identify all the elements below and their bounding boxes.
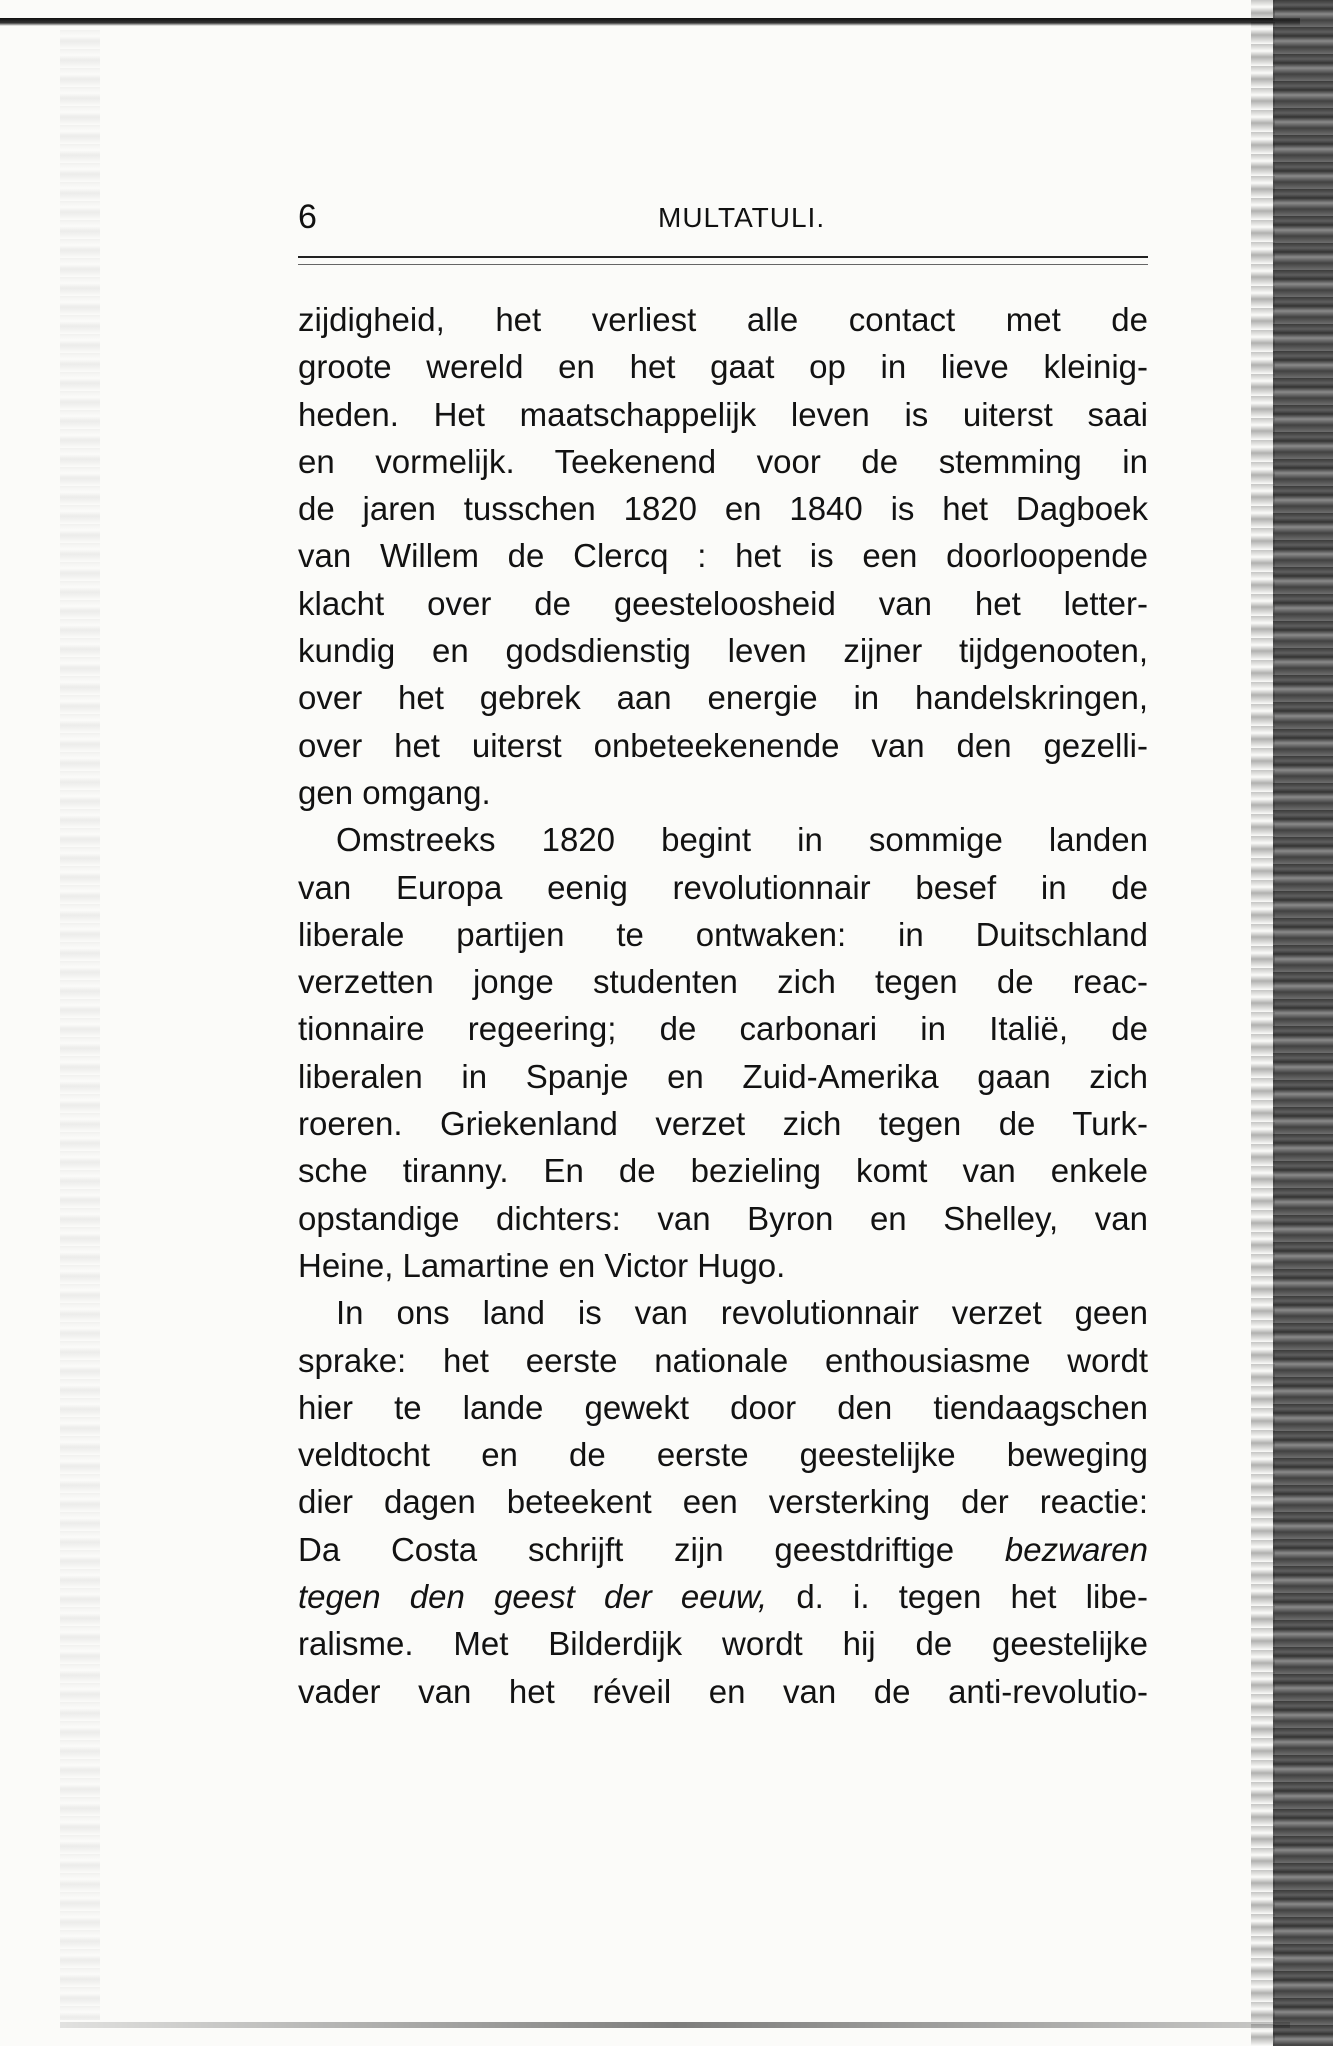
text-line: sche tiranny. En de bezieling komt van enkele bbox=[298, 1152, 1148, 1190]
text-line: tionnaire regeering; de carbonari in Italië, de bbox=[298, 1010, 1148, 1048]
text-line: groote wereld en het gaat op in lieve kleinig- bbox=[298, 348, 1148, 386]
text-line: opstandige dichters: van Byron en Shelley, van bbox=[298, 1199, 1148, 1237]
running-title: MULTATULI. bbox=[658, 202, 826, 233]
italic-title-run: bezwaren bbox=[1004, 1530, 1148, 1568]
text-line: gen omgang. bbox=[298, 773, 491, 811]
page-number: 6 bbox=[298, 198, 317, 236]
header-rule bbox=[298, 256, 1148, 258]
text-run: Da Costa schrijft zijn geestdriftige bbox=[298, 1530, 1005, 1568]
paragraph-1 bbox=[298, 296, 1148, 816]
scan-left-margin-noise bbox=[60, 30, 100, 2020]
text-line: dier dagen beteekent een versterking der reactie: bbox=[298, 1483, 1148, 1521]
scan-bottom-edge bbox=[60, 2022, 1290, 2028]
text-line: over het gebrek aan energie in handelskringen, bbox=[298, 679, 1148, 717]
header-rule-thin bbox=[298, 264, 1148, 265]
text-line-with-italic bbox=[298, 1526, 1148, 1573]
text-line: zijdigheid, het verliest alle contact met de bbox=[298, 301, 1148, 338]
text-line: over het uiterst onbeteekenende van den gezelli- bbox=[298, 726, 1148, 764]
text-line: de jaren tusschen 1820 en 1840 is het Dagboek bbox=[298, 490, 1148, 528]
text-run: d. i. tegen het libe- bbox=[767, 1578, 1148, 1616]
text-line: hier te lande gewekt door den tiendaagschen bbox=[298, 1388, 1148, 1426]
text-line: veldtocht en de eerste geestelijke beweging bbox=[298, 1436, 1148, 1474]
text-line-with-italic bbox=[298, 1573, 1148, 1620]
text-line: heden. Het maatschappelijk leven is uiterst saai bbox=[298, 395, 1148, 433]
text-line: klacht over de geesteloosheid van het letter- bbox=[298, 584, 1148, 622]
text-line: In ons land is van revolutionnair verzet geen bbox=[336, 1294, 1148, 1332]
text-line: vader van het réveil en van de anti-revolutio- bbox=[298, 1672, 1148, 1710]
text-line: ralisme. Met Bilderdijk wordt hij de geestelijke bbox=[298, 1625, 1148, 1663]
paragraph-2 bbox=[298, 816, 1148, 1289]
text-line: liberale partijen te ontwaken: in Duitschland bbox=[298, 915, 1148, 953]
scan-right-edge bbox=[1273, 0, 1333, 2046]
text-line: liberalen in Spanje en Zuid-Amerika gaan zich bbox=[298, 1057, 1148, 1095]
paragraph-3 bbox=[298, 1289, 1148, 1715]
text-line: en vormelijk. Teekenend voor de stemming in bbox=[298, 442, 1148, 480]
text-line: Omstreeks 1820 begint in sommige landen bbox=[336, 821, 1148, 859]
italic-title-run: tegen den geest der eeuw, bbox=[298, 1578, 768, 1616]
page-header bbox=[298, 198, 1148, 238]
body-text bbox=[298, 296, 1148, 1715]
scan-top-edge bbox=[0, 18, 1300, 26]
text-line: van Willem de Clercq : het is een doorloopende bbox=[298, 537, 1148, 575]
text-line: kundig en godsdienstig leven zijner tijdgenooten, bbox=[298, 632, 1148, 670]
text-line: sprake: het eerste nationale enthousiasme wordt bbox=[298, 1341, 1148, 1379]
text-line: verzetten jonge studenten zich tegen de reac- bbox=[298, 963, 1148, 1001]
text-line: van Europa eenig revolutionnair besef in de bbox=[298, 868, 1148, 906]
text-line: roeren. Griekenland verzet zich tegen de Turk- bbox=[298, 1105, 1148, 1143]
text-line: Heine, Lamartine en Victor Hugo. bbox=[298, 1246, 786, 1284]
